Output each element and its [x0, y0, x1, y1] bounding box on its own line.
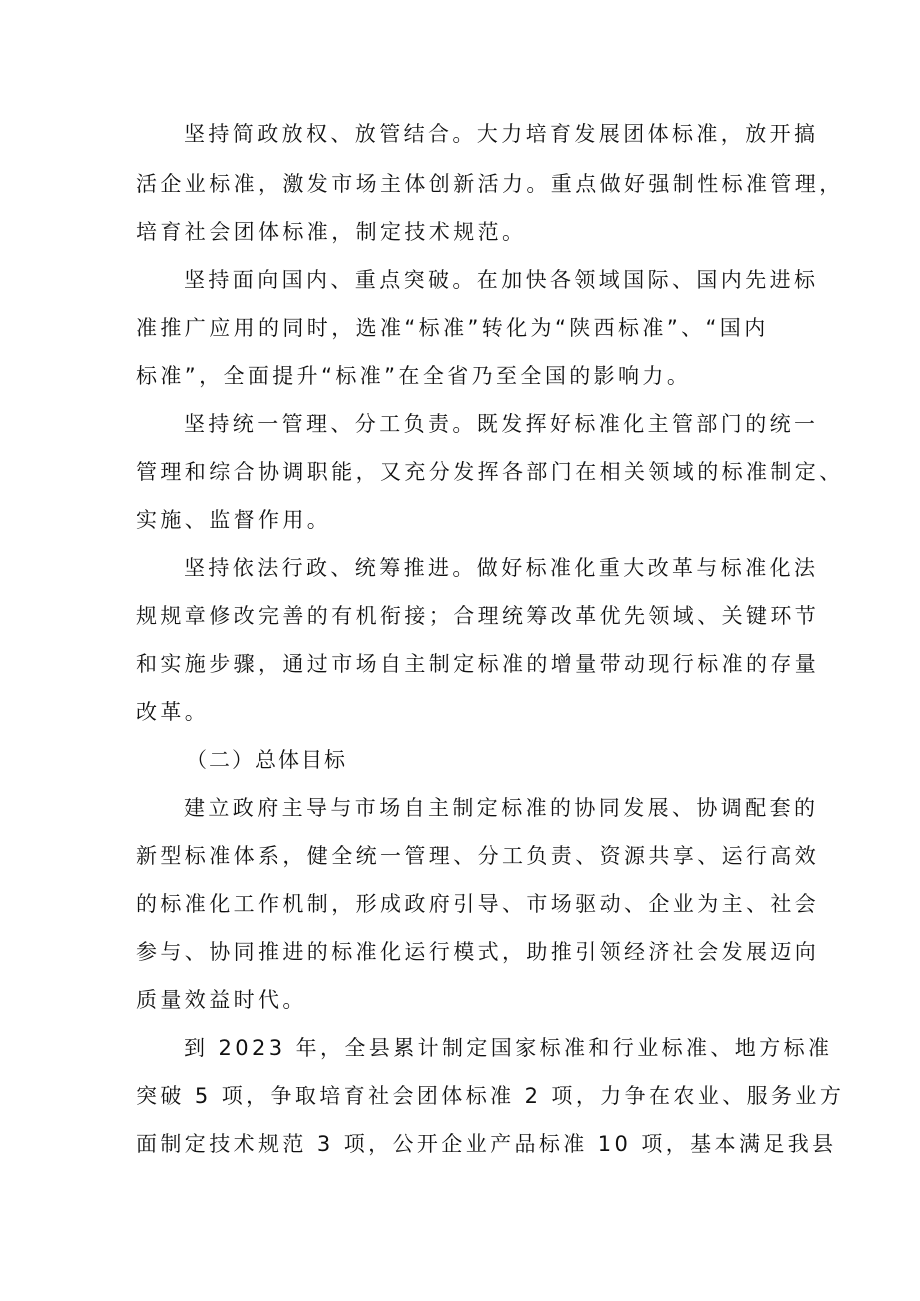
- text-line: 标准”，全面提升“标准”在全省乃至全国的影响力。: [136, 364, 692, 388]
- text-line: 坚持面向国内、重点突破。在加快各领域国际、国内先进标: [184, 268, 819, 292]
- text-line: 到 2023 年，全县累计制定国家标准和行业标准、地方标准: [184, 1036, 833, 1060]
- text-line: 改革。: [136, 700, 210, 724]
- section-heading: （二）总体目标: [186, 748, 347, 772]
- text-line: 建立政府主导与市场自主制定标准的协同发展、协调配套的: [184, 796, 819, 820]
- text-line: 规规章修改完善的有机衔接；合理统筹改革优先领域、关键环节: [136, 604, 820, 628]
- text-line: 新型标准体系，健全统一管理、分工负责、资源共享、运行高效: [136, 844, 820, 868]
- text-line: 和实施步骤，通过市场自主制定标准的增量带动现行标准的存量: [136, 652, 820, 676]
- text-line: 坚持统一管理、分工负责。既发挥好标准化主管部门的统一: [184, 412, 819, 436]
- text-line: 实施、监督作用。: [136, 508, 332, 532]
- text-line: 参与、协同推进的标准化运行模式，助推引领经济社会发展迈向: [136, 940, 820, 964]
- text-line: 突破 5 项，争取培育社会团体标准 2 项，力争在农业、服务业方: [136, 1084, 845, 1108]
- text-line: 坚持依法行政、统筹推进。做好标准化重大改革与标准化法: [184, 556, 819, 580]
- text-line: 坚持简政放权、放管结合。大力培育发展团体标准，放开搞: [184, 122, 819, 146]
- text-line: 准推广应用的同时，选准“标准”转化为“陕西标准”、“国内: [136, 316, 769, 340]
- text-line: 管理和综合协调职能，又充分发挥各部门在相关领域的标准制定、: [136, 460, 844, 484]
- text-line: 面制定技术规范 3 项，公开企业产品标准 10 项，基本满足我县: [136, 1132, 837, 1156]
- text-line: 质量效益时代。: [136, 988, 307, 1012]
- text-line: 培育社会团体标准，制定技术规范。: [136, 220, 527, 244]
- text-line: 活企业标准，激发市场主体创新活力。重点做好强制性标准管理，: [136, 172, 844, 196]
- text-line: 的标准化工作机制，形成政府引导、市场驱动、企业为主、社会: [136, 892, 820, 916]
